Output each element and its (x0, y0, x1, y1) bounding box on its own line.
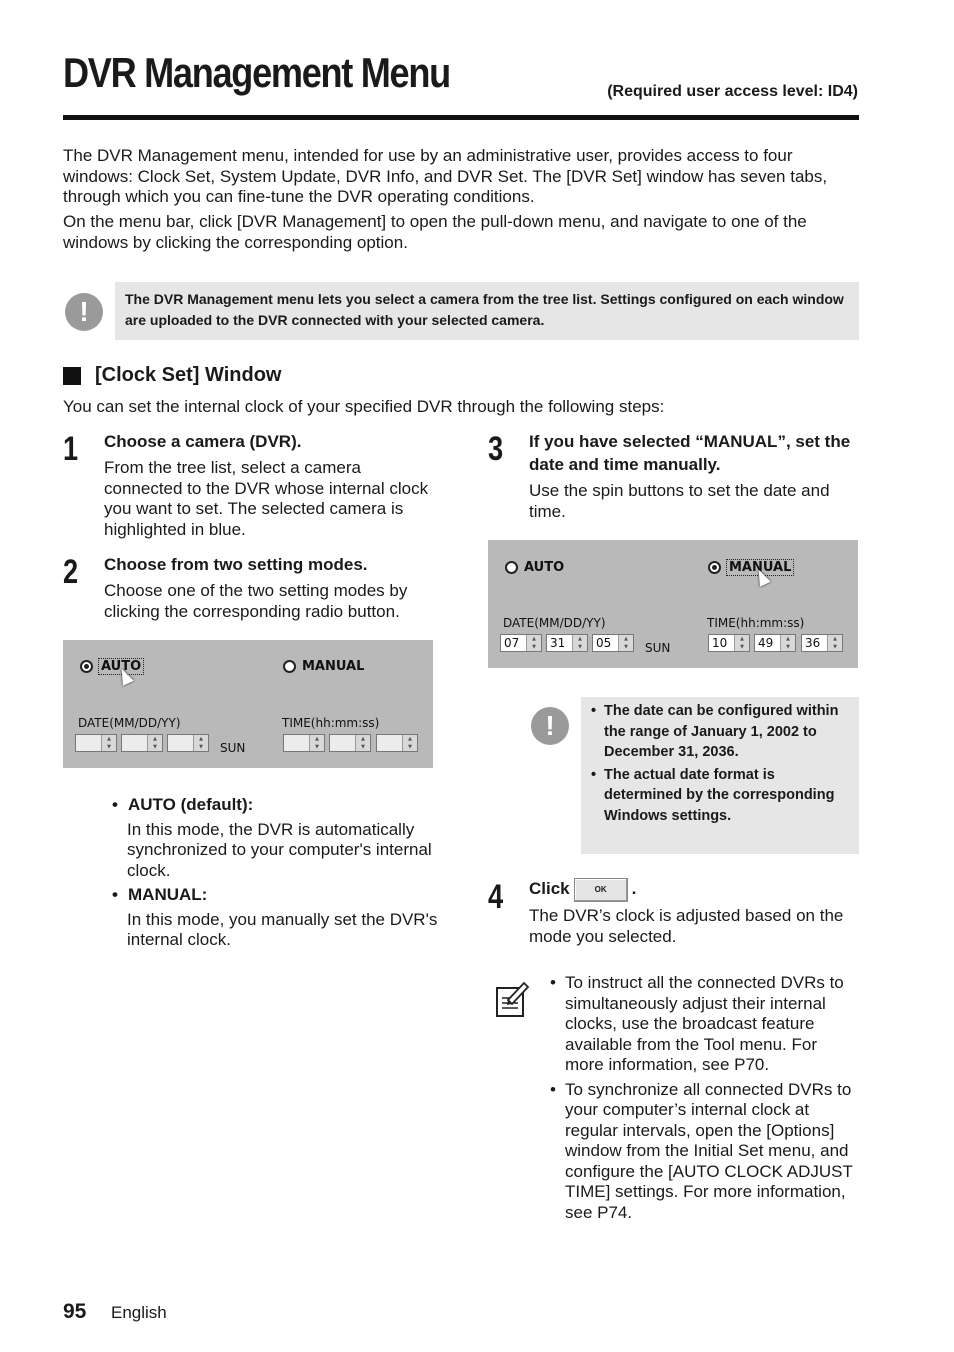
mode-manual-desc: In this mode, you manually set the DVR's internal clock. (127, 909, 438, 949)
caution-note: The DVR Management menu lets you select a camera from the tree list. Settings configured on each window are uploaded to the DVR connected with your selected camera. (115, 282, 859, 340)
minute-spinner[interactable]: 49 ▲ ▼ (754, 634, 796, 652)
step-heading-text: Click (529, 879, 570, 898)
second-value: 36 (805, 636, 821, 650)
note-item: • The actual date format is determined by the corresponding Windows settings. (589, 765, 849, 827)
step-heading (529, 877, 859, 902)
weekday-label: SUN (645, 641, 671, 655)
manual-radio[interactable] (708, 557, 793, 576)
step-heading: If you have selected “MANUAL”, set the date and time manually. (529, 432, 851, 474)
year-spinner[interactable]: 05 ▲ ▼ (592, 634, 634, 652)
mode-auto-label: • AUTO (default): (110, 795, 440, 816)
caution-icon: ! (65, 293, 103, 331)
radio-selected-icon (80, 660, 93, 673)
radio-selected-icon (708, 561, 721, 574)
time-label: TIME(hh:mm:ss) (282, 716, 380, 730)
step-heading: Choose from two setting modes. (104, 555, 368, 574)
step-number: 3 (488, 430, 504, 468)
year-spinner[interactable]: ▲ ▼ (167, 734, 209, 752)
step-number: 1 (63, 430, 79, 468)
weekday-label: SUN (220, 741, 246, 755)
step-heading: Choose a camera (DVR). (104, 432, 302, 451)
page-number: 95 (63, 1300, 87, 1323)
memo-list (548, 973, 858, 1227)
step-number: 2 (63, 553, 79, 591)
note-item: • The date can be configured within the range of January 1, 2002 to December 31, 2036. (589, 701, 849, 763)
step-body: From the tree list, select a camera connected to the DVR whose internal clock you want to set. The selected camera is highlighted in blue. (104, 458, 429, 539)
auto-radio[interactable] (80, 656, 143, 675)
memo-item: • To synchronize all connected DVRs to your computer’s internal clock at regular intervals, open the [Options] window from the Initial Set menu, and configure the [AUTO CLOCK ADJUST TIME] settings. For more information, see P74. (548, 1080, 858, 1224)
manual-radio-label: MANUAL (729, 560, 792, 575)
time-label: TIME(hh:mm:ss) (707, 616, 805, 630)
hour-spinner[interactable]: 10 ▲ ▼ (708, 634, 750, 652)
second-spinner[interactable]: 36 ▲ ▼ (801, 634, 843, 652)
clock-set-screenshot-manual (488, 540, 858, 668)
section-title: [Clock Set] Window (95, 364, 282, 386)
auto-radio[interactable] (505, 557, 564, 576)
manual-radio[interactable] (283, 656, 364, 675)
mode-list (110, 795, 440, 951)
radio-unselected-icon (505, 561, 518, 574)
access-level-note: (Required user access level: ID4) (607, 83, 858, 100)
month-value: 07 (504, 636, 520, 650)
date-label: DATE(MM/DD/YY) (503, 616, 606, 630)
step-number: 4 (488, 878, 504, 916)
mode-auto-desc: In this mode, the DVR is automatically synchronized to your computer's internal clock. (127, 819, 432, 880)
step-body: The DVR’s clock is adjusted based on the mode you selected. (529, 906, 844, 946)
caution-icon: ! (531, 707, 569, 745)
hour-value: 10 (712, 636, 728, 650)
month-spinner[interactable]: 07 ▲ ▼ (500, 634, 542, 652)
step-body: Choose one of the two setting modes by clicking the corresponding radio button. (104, 581, 408, 621)
auto-radio-label: AUTO (101, 659, 142, 674)
second-spinner[interactable]: ▲ ▼ (376, 734, 418, 752)
date-range-note (581, 697, 859, 854)
date-label: DATE(MM/DD/YY) (78, 716, 181, 730)
step-heading-end: . (631, 879, 637, 898)
day-spinner[interactable]: ▲ ▼ (121, 734, 163, 752)
memo-item: • To instruct all the connected DVRs to simultaneously adjust their internal clocks, use the broadcast feature available from the Tool menu. For more information, see P70. (548, 973, 858, 1076)
memo-icon (494, 980, 530, 1018)
hour-spinner[interactable]: ▲ ▼ (283, 734, 325, 752)
intro-paragraph-2: On the menu bar, click [DVR Management] to open the pull-down menu, and navigate to one of the windows by clicking the corresponding option. (63, 212, 807, 252)
clock-set-screenshot-auto (63, 640, 433, 768)
section-intro: You can set the internal clock of your specified DVR through the following steps: (63, 397, 665, 416)
page-title: DVR Management Menu (63, 49, 450, 96)
intro-paragraph-1: The DVR Management menu, intended for use by an administrative user, provides access to four windows: Clock Set, System Update, DVR Info, and DVR Set. The [DVR Set] window has seven tabs, through which you can fine-tune the DVR operating conditions. (63, 146, 828, 206)
language-label: English (111, 1303, 167, 1322)
section-marker (63, 367, 81, 385)
month-spinner[interactable]: ▲ ▼ (75, 734, 117, 752)
year-value: 05 (596, 636, 612, 650)
minute-spinner[interactable]: ▲ ▼ (329, 734, 371, 752)
manual-radio-label: MANUAL (302, 659, 365, 674)
mode-manual-label: • MANUAL: (110, 885, 440, 906)
step-body: Use the spin buttons to set the date and time. (529, 481, 830, 521)
auto-radio-label: AUTO (524, 560, 565, 575)
day-spinner[interactable]: 31 ▲ ▼ (546, 634, 588, 652)
minute-value: 49 (758, 636, 774, 650)
day-value: 31 (550, 636, 566, 650)
title-rule (63, 115, 859, 120)
ok-button[interactable]: OK (574, 878, 628, 902)
radio-unselected-icon (283, 660, 296, 673)
